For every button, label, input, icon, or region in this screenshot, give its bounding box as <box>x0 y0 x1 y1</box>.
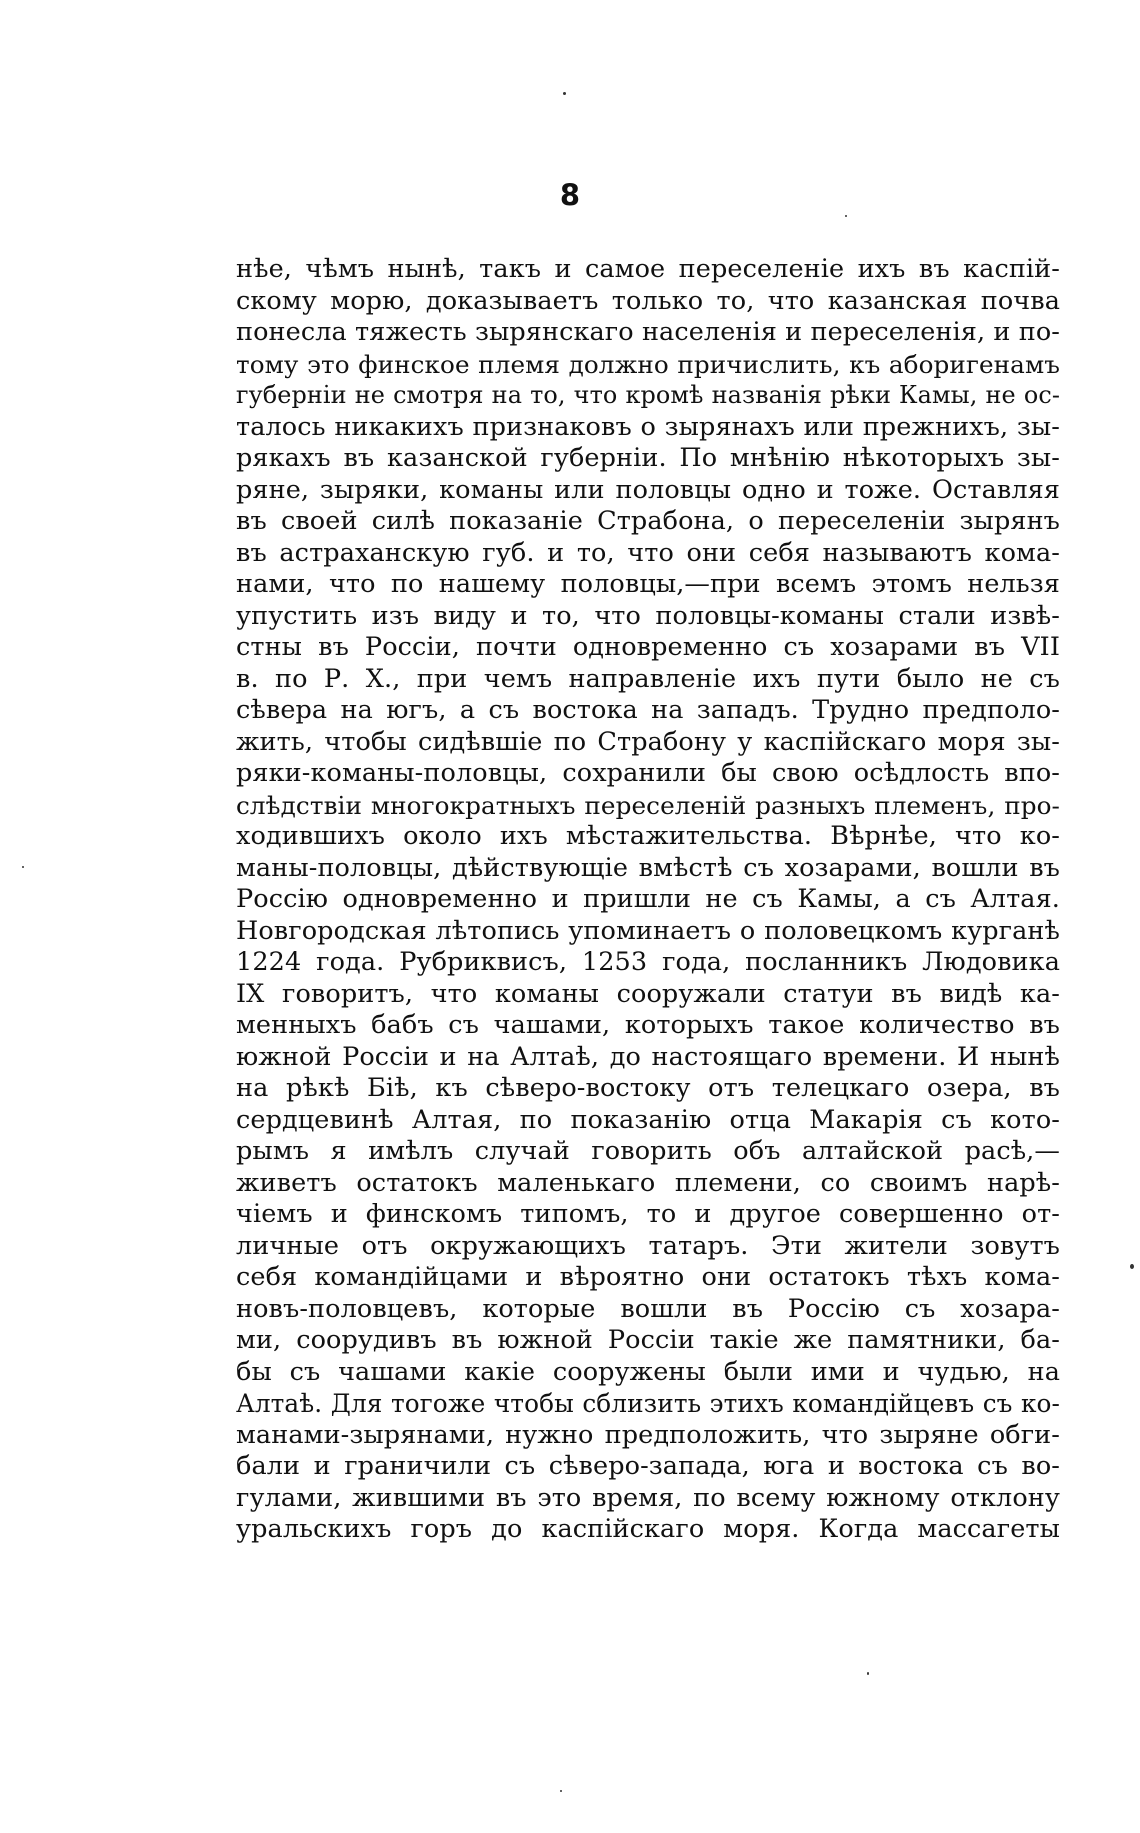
text-line: новъ-половцевъ, которые вошли въ Россію съ хозара- <box>236 1293 1060 1324</box>
scan-speck <box>845 215 847 217</box>
text-line: талось никакихъ признаковъ о зырянахъ или прежнихъ, зы- <box>236 411 1060 442</box>
text-line: упустить изъ виду и то, что половцы-команы стали извѣ- <box>236 600 1060 631</box>
scan-speck <box>867 1672 869 1675</box>
text-line: южной Россіи и на Алтаѣ, до настоящаго времени. И нынѣ <box>236 1041 1060 1072</box>
text-line: живетъ остатокъ маленькаго племени, со своимъ нарѣ- <box>236 1167 1060 1198</box>
text-line: Алтаѣ. Для тогоже чтобы сблизить этихъ командійцевъ съ ко- <box>236 1389 1060 1418</box>
text-line: ходившихъ около ихъ мѣстажительства. Вѣрнѣе, что ко- <box>236 821 1060 851</box>
text-line: чіемъ и финскомъ типомъ, то и другое совершенно от- <box>236 1199 1060 1229</box>
text-line: уральскихъ горъ до каспійскаго моря. Когда массагеты <box>236 1514 1060 1544</box>
scan-speck <box>560 1790 562 1792</box>
text-line: жить, чтобы сидѣвшіе по Страбону у каспійскаго моря зы- <box>236 726 1060 757</box>
scan-speck <box>563 92 566 95</box>
text-line: маны-половцы, дѣйствующіе вмѣстѣ съ хозарами, вошли въ <box>236 852 1060 883</box>
text-line: слѣдствіи многократныхъ переселеній разныхъ племенъ, про- <box>236 790 1060 820</box>
text-line: бали и граничили съ сѣверо-запада, юга и востока съ во- <box>236 1451 1060 1481</box>
text-line: тому это финское племя должно причислить, къ аборигенамъ <box>236 349 1060 379</box>
text-line: ми, соорудивъ въ южной Россіи такіе же памятники, ба- <box>236 1325 1060 1355</box>
text-line: рымъ я имѣлъ случай говорить объ алтайской расѣ,— <box>236 1136 1060 1166</box>
body-text <box>236 254 1060 1546</box>
scan-speck <box>1130 1264 1134 1269</box>
text-line: менныхъ бабъ съ чашами, которыхъ такое количество въ <box>236 1010 1060 1040</box>
scan-speck <box>22 866 24 868</box>
text-line: манами-зырянами, нужно предположить, что зыряне обги- <box>236 1419 1060 1450</box>
text-line: гулами, жившими въ это время, по всему южному отклону <box>236 1482 1060 1513</box>
text-line: бы съ чашами какіе сооружены были ими и чудью, на <box>236 1356 1060 1387</box>
text-line: въ астраханскую губ. и то, что они себя называютъ кома- <box>236 537 1060 568</box>
text-line: IX говоритъ, что команы сооружали статуи въ видѣ ка- <box>236 978 1060 1009</box>
text-line: рякахъ въ казанской губерніи. По мнѣнію нѣкоторыхъ зы- <box>236 443 1060 473</box>
text-line: въ своей силѣ показаніе Страбона, о переселеніи зырянъ <box>236 506 1060 536</box>
text-line: нѣе, чѣмъ нынѣ, такъ и самое переселеніе ихъ въ каспій- <box>236 254 1060 284</box>
text-line: 1224 года. Рубриквисъ, 1253 года, посланникъ Людовика <box>236 947 1060 977</box>
page-number: 8 <box>559 178 581 212</box>
text-line: сѣвера на югъ, а съ востока на западъ. Трудно предполо- <box>236 695 1060 725</box>
text-line: ряне, зыряки, команы или половцы одно и тоже. Оставляя <box>236 474 1060 505</box>
text-line: скому морю, доказываетъ только то, что казанская почва <box>236 285 1060 316</box>
text-line: стны въ Россіи, почти одновременно съ хозарами въ VII <box>236 632 1060 662</box>
text-line: личные отъ окружающихъ татаръ. Эти жители зовутъ <box>236 1230 1060 1261</box>
text-line: сердцевинѣ Алтая, по показанію отца Макарія съ кото- <box>236 1104 1060 1135</box>
text-line: в. по Р. Х., при чемъ направленіе ихъ пути было не съ <box>236 663 1060 694</box>
text-line: ряки-команы-половцы, сохранили бы свою осѣдлость впо- <box>236 758 1060 788</box>
text-line: себя командійцами и вѣроятно они остатокъ тѣхъ кома- <box>236 1262 1060 1292</box>
text-line: Новгородская лѣтопись упоминаетъ о половецкомъ курганѣ <box>236 915 1060 946</box>
text-line: Россію одновременно и пришли не съ Камы, а съ Алтая. <box>236 884 1060 914</box>
text-line: губерніи не смотря на то, что кромѣ названія рѣки Камы, не ос- <box>236 381 1060 409</box>
text-line: понесла тяжесть зырянскаго населенія и переселенія, и по- <box>236 317 1060 347</box>
text-line: нами, что по нашему половцы,—при всемъ этомъ нельзя <box>236 569 1060 599</box>
text-line: на рѣкѣ Біѣ, къ сѣверо-востоку отъ телецкаго озера, въ <box>236 1073 1060 1103</box>
